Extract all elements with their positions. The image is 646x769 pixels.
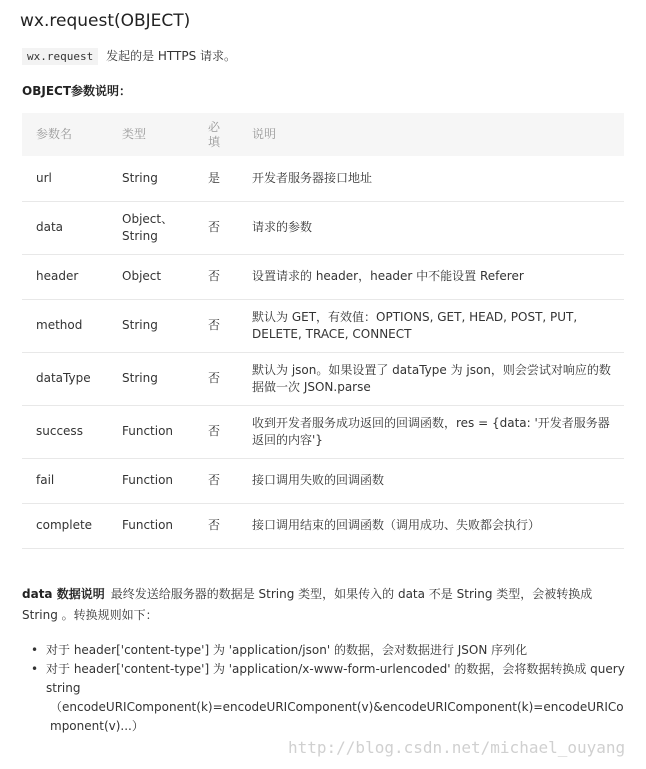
data-description xyxy=(22,584,622,626)
table-row xyxy=(22,503,624,548)
param-type: Object xyxy=(108,254,195,299)
param-type: Function xyxy=(108,458,195,503)
header-required xyxy=(195,113,238,156)
table-row xyxy=(22,458,624,503)
conversion-rules xyxy=(22,641,626,736)
param-desc xyxy=(238,405,624,458)
param-name: header xyxy=(22,254,108,299)
param-desc xyxy=(238,299,624,352)
param-desc: 请求的参数 xyxy=(238,201,624,254)
param-type-text: Object、String xyxy=(122,211,174,243)
table-header-row xyxy=(22,113,624,156)
header-type: 类型 xyxy=(108,113,195,156)
watermark: http://blog.csdn.net/michael_ouyang xyxy=(288,738,626,757)
param-required: 否 xyxy=(195,352,238,405)
param-desc: 接口调用失败的回调函数 xyxy=(238,458,624,503)
table-row xyxy=(22,156,624,201)
param-name: url xyxy=(22,156,108,201)
param-desc-text: 默认为 GET，有效值：OPTIONS, GET, HEAD, POST, PUT, DELETE, TRACE, CONNECT xyxy=(252,309,578,341)
page-title: wx.request(OBJECT) xyxy=(20,11,191,31)
param-required: 是 xyxy=(195,156,238,201)
section-title: OBJECT参数说明： xyxy=(22,84,132,98)
header-desc: 说明 xyxy=(238,113,624,156)
rule-text: 对于 header['content-type'] 为 'application/x-www-form-urlencoded' 的数据，会将数据转换成 query string xyxy=(46,662,625,695)
param-required: 否 xyxy=(195,458,238,503)
param-type xyxy=(108,201,195,254)
bullet-icon: • xyxy=(31,662,39,676)
param-desc xyxy=(238,352,624,405)
param-required: 否 xyxy=(195,254,238,299)
rule-formula: （encodeURIComponent(k)=encodeURIComponent(v)&encodeURIComponent(k)=encodeURIComponent(v)...） xyxy=(50,700,624,733)
param-type: String xyxy=(108,299,195,352)
header-required-text: 必填 xyxy=(208,119,221,149)
param-required: 否 xyxy=(195,201,238,254)
table-row xyxy=(22,352,624,405)
param-type: String xyxy=(108,156,195,201)
list-item xyxy=(22,641,626,660)
param-required: 否 xyxy=(195,503,238,548)
rule-text: 对于 header['content-type'] 为 'application/json' 的数据，会对数据进行 JSON 序列化 xyxy=(46,643,528,657)
intro-code: wx.request xyxy=(22,48,98,65)
intro-line xyxy=(22,47,236,64)
param-required: 否 xyxy=(195,299,238,352)
param-desc: 设置请求的 header，header 中不能设置 Referer xyxy=(238,254,624,299)
table-row xyxy=(22,405,624,458)
param-required: 否 xyxy=(195,405,238,458)
param-type: String xyxy=(108,352,195,405)
param-type: Function xyxy=(108,503,195,548)
param-type: Function xyxy=(108,405,195,458)
param-desc: 接口调用结束的回调函数（调用成功、失败都会执行） xyxy=(238,503,624,548)
param-name: data xyxy=(22,201,108,254)
table-row xyxy=(22,299,624,352)
params-table xyxy=(22,113,624,549)
table-row xyxy=(22,254,624,299)
param-name: complete xyxy=(22,503,108,548)
bullet-icon: • xyxy=(31,643,39,657)
param-name: success xyxy=(22,405,108,458)
param-desc-text: 收到开发者服务成功返回的回调函数，res = {data: '开发者服务器返回的内容'} xyxy=(252,415,610,447)
header-name: 参数名 xyxy=(22,113,108,156)
param-desc: 开发者服务器接口地址 xyxy=(238,156,624,201)
param-name: dataType xyxy=(22,352,108,405)
intro-text: 发起的是 HTTPS 请求。 xyxy=(106,49,237,63)
list-item xyxy=(22,660,626,736)
data-description-text: 最终发送给服务器的数据是 String 类型，如果传入的 data 不是 String 类型，会被转换成 String 。转换规则如下： xyxy=(22,587,593,622)
data-description-title: data 数据说明 xyxy=(22,587,105,601)
table-row xyxy=(22,201,624,254)
param-name: fail xyxy=(22,458,108,503)
param-desc-text: 默认为 json。如果设置了 dataType 为 json，则会尝试对响应的数据做一次 JSON.parse xyxy=(252,362,611,394)
param-name: method xyxy=(22,299,108,352)
